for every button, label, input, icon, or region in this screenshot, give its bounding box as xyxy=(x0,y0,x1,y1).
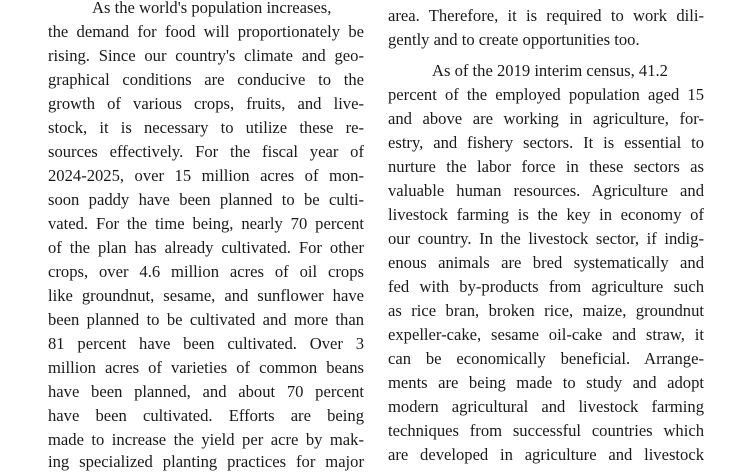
paragraph-line: are developed in agriculture and livestock xyxy=(388,445,704,464)
paragraph-line: techniques from successful countries which xyxy=(388,421,704,440)
paragraph-line: been planned to be cultivated and more than xyxy=(48,310,364,329)
paragraph-line: soon paddy have been planned to be culti- xyxy=(48,190,364,209)
paragraph-line: area. Therefore, it is required to work dili- xyxy=(388,6,704,25)
paragraph-line: like groundnut, sesame, and sunflower have xyxy=(48,286,364,305)
paragraph-line: 2024-2025, over 15 million acres of mon- xyxy=(48,166,364,185)
paragraph-line: expeller-cake, sesame oil-cake and straw, it xyxy=(388,325,704,344)
paragraph-line: have been cultivated. Efforts are being xyxy=(48,406,364,425)
paragraph-line: estry, and fishery sectors. It is essential to xyxy=(388,133,704,152)
paragraph-line: modern agricultural and livestock farming xyxy=(388,397,704,416)
paragraph-line: our country. In the livestock sector, if indig- xyxy=(388,229,704,248)
paragraph-line: can be economically beneficial. Arrange- xyxy=(388,349,704,368)
paragraph-line: percent of the employed population aged 15 xyxy=(388,85,704,104)
paragraph-line: growth of various crops, fruits, and live- xyxy=(48,94,364,113)
paragraph-line: gently and to create opportunities too. xyxy=(388,30,640,49)
paragraph-line: fed with by-products from agriculture such xyxy=(388,277,704,296)
paragraph-line: million acres of varieties of common beans xyxy=(48,358,364,377)
paragraph-line: enous animals are bred systematically and xyxy=(388,253,704,272)
paragraph-line: As of the 2019 interim census, 41.2 xyxy=(432,61,668,80)
paragraph-line: 81 percent have been cultivated. Over 3 xyxy=(48,334,364,353)
paragraph-line: As the world's population increases, xyxy=(92,0,332,17)
paragraph-line: livestock farming is the key in economy of xyxy=(388,205,704,224)
paragraph-line: of the plan has already cultivated. For other xyxy=(48,238,364,257)
paragraph-line: crops, over 4.6 million acres of oil crops xyxy=(48,262,364,281)
paragraph-line: graphical conditions are conducive to the xyxy=(48,70,364,89)
paragraph-line: ing specialized planting practices for major xyxy=(48,452,364,471)
paragraph-line: as rice bran, broken rice, maize, groundnut xyxy=(388,301,704,320)
paragraph-line: made to increase the yield per acre by mak- xyxy=(48,430,364,449)
paragraph-line: vated. For the time being, nearly 70 percent xyxy=(48,214,364,233)
paragraph-line: the demand for food will proportionately be xyxy=(48,22,364,41)
paragraph-line: rising. Since our country's climate and geo- xyxy=(48,46,364,65)
paragraph-line: ments are being made to study and adopt xyxy=(388,373,704,392)
paragraph-line: have been planned, and about 70 percent xyxy=(48,382,364,401)
paragraph-line: valuable human resources. Agriculture and xyxy=(388,181,704,200)
paragraph-line: and above are working in agriculture, for- xyxy=(388,109,704,128)
paragraph-line: sources effectively. For the fiscal year of xyxy=(48,142,364,161)
paragraph-line: stock, it is necessary to utilize these re- xyxy=(48,118,364,137)
paragraph-line: nurture the labor force in these sectors as xyxy=(388,157,704,176)
